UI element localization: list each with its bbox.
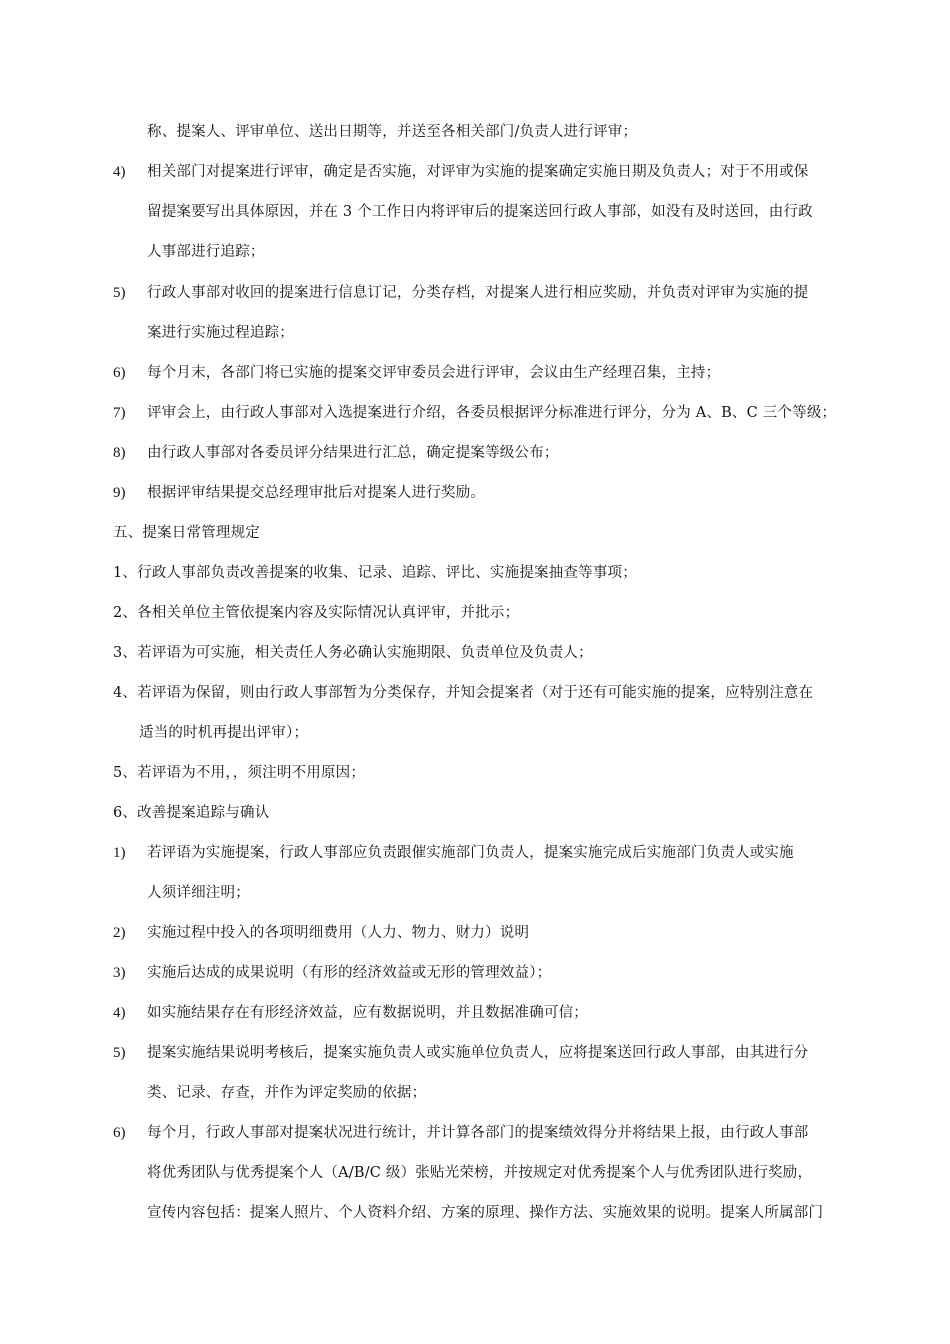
list-number: 1) <box>113 845 126 861</box>
text-line: 人须详细注明； <box>147 885 250 901</box>
text-line: 案进行实施过程追踪； <box>147 325 294 341</box>
text-line: 6、改善提案追踪与确认 <box>113 805 270 821</box>
text-line: 留提案要写出具体原因，并在 3 个工作日内将评审后的提案送回行政人事部，如没有及时送回，由行政 <box>147 204 813 220</box>
text-line: 宣传内容包括：提案人照片、个人资料介绍、方案的原理、操作方法、实施效果的说明。提案人所属部门 <box>147 1205 824 1221</box>
list-number: 2) <box>113 925 126 941</box>
text-line: 5、若评语为不用，，须注明不用原因； <box>113 765 366 781</box>
list-number: 9) <box>113 485 126 501</box>
list-number: 7) <box>113 405 126 421</box>
text-line: 适当的时机再提出评审）； <box>139 725 309 741</box>
list-number: 4) <box>113 164 126 180</box>
text-line: 3、若评语为可实施，相关责任人务必确认实施期限、负责单位及负责人； <box>113 645 593 661</box>
list-number: 5) <box>113 1045 126 1061</box>
text-line: 如实施结果存在有形经济效益，应有数据说明，并且数据准确可信； <box>147 1005 588 1021</box>
text-line: 行政人事部对收回的提案进行信息订记，分类存档，对提案人进行相应奖励，并负责对评审为实施的提 <box>147 285 809 301</box>
list-number: 4) <box>113 1005 126 1021</box>
text-line: 每个月，行政人事部对提案状况进行统计，并计算各部门的提案绩效得分并将结果上报，由行政人事部 <box>147 1125 809 1141</box>
text-line: 实施后达成的成果说明（有形的经济效益或无形的管理效益）； <box>147 965 552 981</box>
text-line: 由行政人事部对各委员评分结果进行汇总，确定提案等级公布； <box>147 445 559 461</box>
text-line: 相关部门对提案进行评审，确定是否实施，对评审为实施的提案确定实施日期及负责人；对于不用或保 <box>147 164 809 180</box>
list-number: 5) <box>113 285 126 301</box>
text-line: 实施过程中投入的各项明细费用（人力、物力、财力）说明 <box>147 925 530 941</box>
text-line: 1、行政人事部负责改善提案的收集、记录、追踪、评比、实施提案抽查等事项； <box>113 565 637 581</box>
text-line: 每个月末，各部门将已实施的提案交评审委员会进行评审，会议由生产经理召集，主持； <box>147 365 721 381</box>
text-line: 4、若评语为保留，则由行政人事部暂为分类保存，并知会提案者（对于还有可能实施的提案，应特别注意在 <box>113 685 814 701</box>
list-number: 6) <box>113 1125 126 1141</box>
text-line: 称、提案人、评审单位、送出日期等，并送至各相关部门/负责人进行评审； <box>147 124 638 140</box>
text-line: 评审会上，由行政人事部对入选提案进行介绍，各委员根据评分标准进行评分，分为 A、B、C 三个等级； <box>147 405 837 421</box>
text-line: 人事部进行追踪； <box>147 244 265 260</box>
section-heading: 五、提案日常管理规定 <box>113 525 260 541</box>
text-line: 若评语为实施提案，行政人事部应负责跟催实施部门负责人，提案实施完成后实施部门负责人或实施 <box>147 845 794 861</box>
list-number: 8) <box>113 445 126 461</box>
list-number: 3) <box>113 965 126 981</box>
text-line: 将优秀团队与优秀提案个人（A/B/C 级）张贴光荣榜，并按规定对优秀提案个人与优秀团队进行奖励， <box>147 1165 813 1181</box>
text-line: 提案实施结果说明考核后，提案实施负责人或实施单位负责人，应将提案送回行政人事部，由其进行分 <box>147 1045 809 1061</box>
text-line: 根据评审结果提交总经理审批后对提案人进行奖励。 <box>147 485 486 501</box>
list-number: 6) <box>113 365 126 381</box>
text-line: 2、各相关单位主管依提案内容及实际情况认真评审，并批示； <box>113 605 520 621</box>
text-line: 类、记录、存查，并作为评定奖励的依据； <box>147 1085 427 1101</box>
